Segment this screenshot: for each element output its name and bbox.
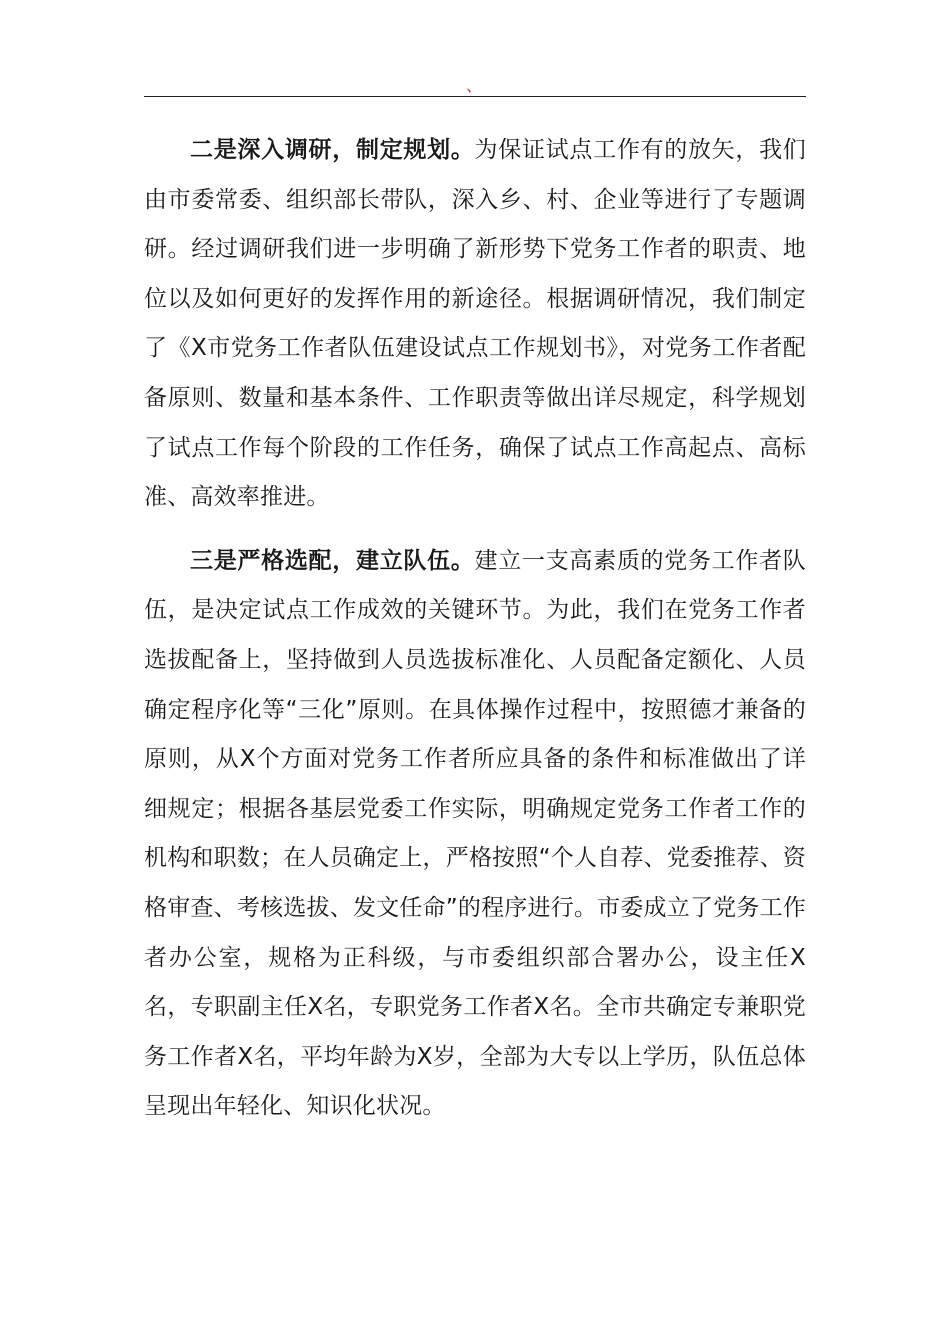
header-mark: 、 [466, 76, 483, 95]
paragraph-lead: 三是严格选配，建立队伍。 [190, 547, 475, 574]
paragraph-research-planning [144, 126, 806, 523]
paragraph-text: 建立一支高素质的党务工作者队伍，是决定试点工作成效的关键环节。为此，我们在党务工作者选拔配备上，坚持做到人员选拔标准化、人员配备定额化、人员确定程序化等“三化”原则。在具体操作过程中，按照德才兼备的原则，从X个方面对党务工作者所应具备的条件和标准做出了详细规定；根据各基层党委工作实际，明确规定党务工作者工作的机构和职数；在人员确定上，严格按照“个人自荐、党委推荐、资格审查、考核选拔、发文任命”的程序进行。市委成立了党务工作者办公室，规格为正科级，与市委组织部合署办公，设主任X名，专职副主任X名，专职党务工作者X名。全市共确定专兼职党务工作者X名，平均年龄为X岁，全部为大专以上学历，队伍总体呈现出年轻化、知识化状况。 [144, 547, 806, 1120]
header-rule [144, 96, 806, 97]
paragraph-lead: 二是深入调研，制定规划。 [190, 137, 475, 163]
paragraph-selection-team [144, 537, 806, 1132]
document-body [144, 126, 806, 1146]
paragraph-text: 为保证试点工作有的放矢，我们由市委常委、组织部长带队，深入乡、村、企业等进行了专题调研。经过调研我们进一步明确了新形势下党务工作者的职责、地位以及如何更好的发挥作用的新途径。根据调研情况，我们制定了《X市党务工作者队伍建设试点工作规划书》，对党务工作者配备原则、数量和基本条件、工作职责等做出详尽规定，科学规划了试点工作每个阶段的工作任务，确保了试点工作高起点、高标准、高效率推进。 [144, 137, 806, 511]
